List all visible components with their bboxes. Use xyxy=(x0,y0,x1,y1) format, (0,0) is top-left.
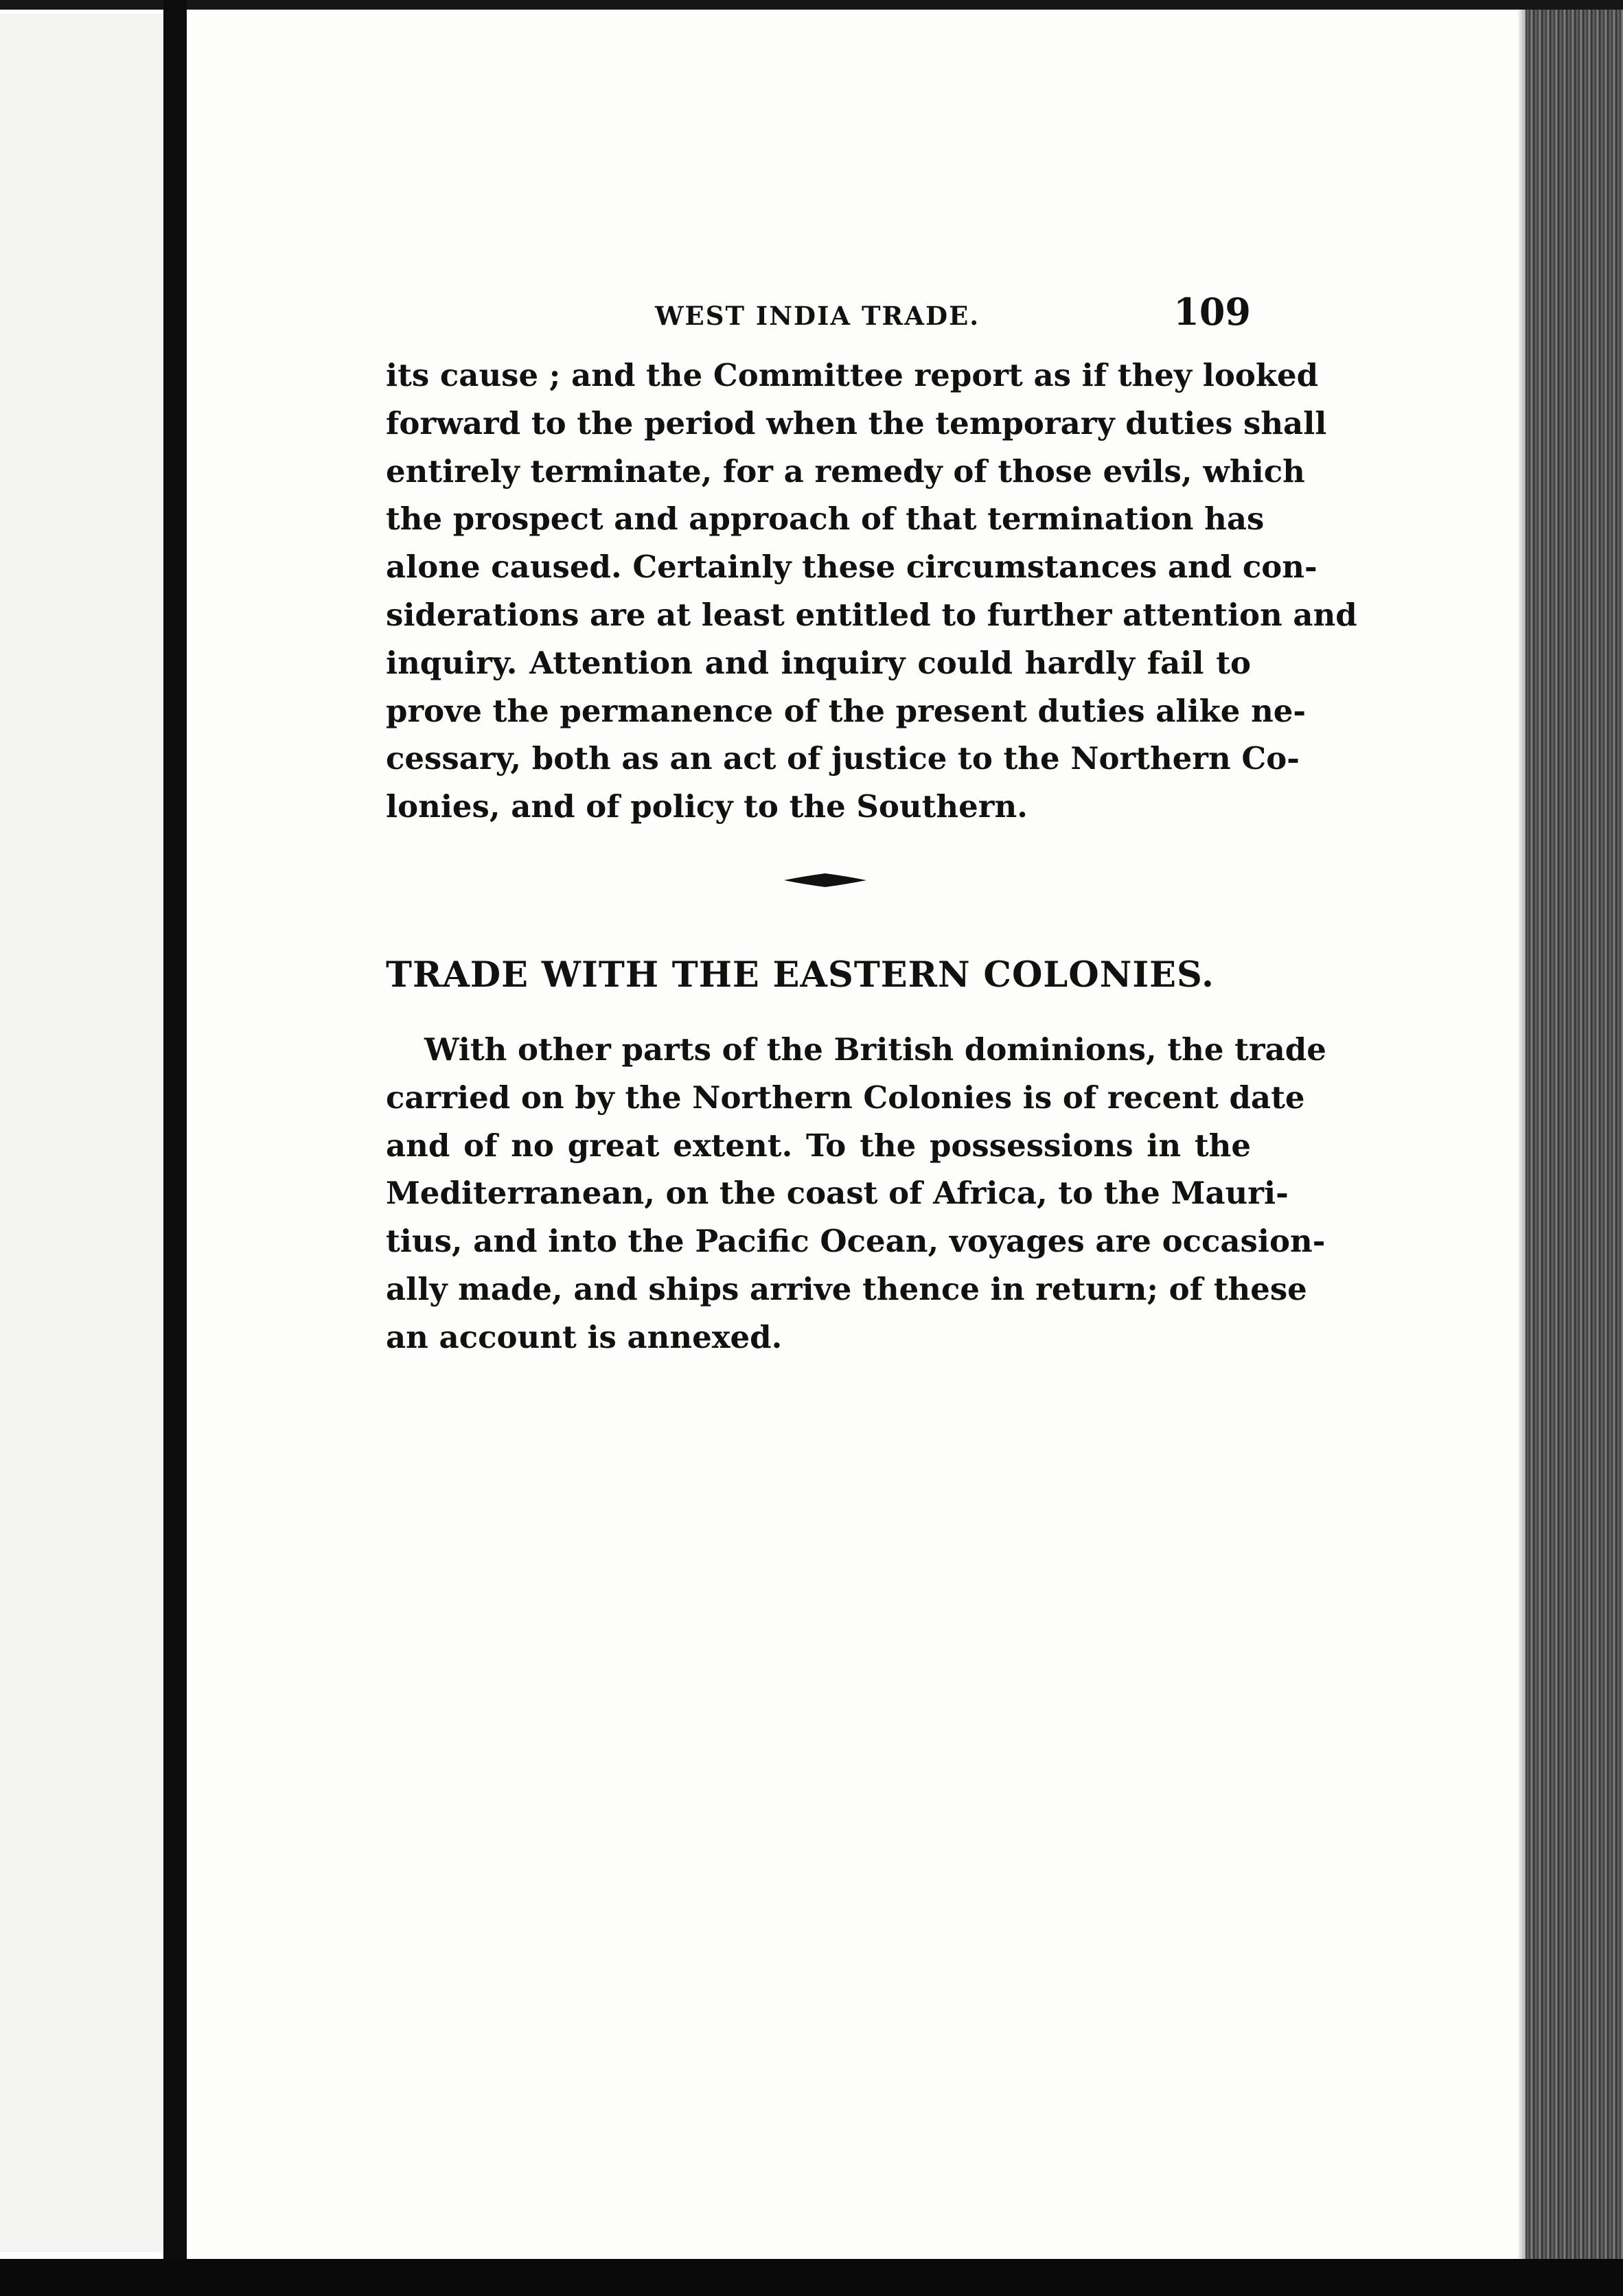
text-line: siderations are at least entitled to further attention and xyxy=(386,596,1357,633)
text-line: carried on by the Northern Colonies is of recent date xyxy=(386,1079,1305,1116)
scan-bottom-border xyxy=(0,2259,1623,2296)
book-fore-edge xyxy=(1526,10,1623,2259)
text-line: an account is annexed. xyxy=(386,1318,783,1355)
text-line: forward to the period when the temporary duties shall xyxy=(386,404,1327,441)
running-head-title: WEST INDIA TRADE. xyxy=(655,301,980,331)
scan-top-border xyxy=(0,0,1623,10)
text-line: With other parts of the British dominions, the trade xyxy=(424,1031,1326,1068)
text-line: and of no great extent. To the possessions in the xyxy=(386,1127,1251,1164)
text-line: lonies, and of policy to the Southern. xyxy=(386,788,1028,825)
section-heading: TRADE WITH THE EASTERN COLONIES. xyxy=(386,954,1215,996)
text-line: cessary, both as an act of justice to the Northern Co- xyxy=(386,740,1300,777)
text-line: its cause ; and the Committee report as if they looked xyxy=(386,357,1319,393)
text-line: ally made, and ships arrive thence in return; of these xyxy=(386,1270,1307,1307)
text-line: inquiry. Attention and inquiry could hardly fail to xyxy=(386,644,1251,681)
divider-ornament-icon xyxy=(784,872,866,888)
running-head xyxy=(386,288,1251,352)
book-gutter xyxy=(163,0,187,2296)
text-line: Mediterranean, on the coast of Africa, to the Mauri- xyxy=(386,1175,1289,1212)
paragraph-1 xyxy=(386,352,1357,831)
text-line: entirely terminate, for a remedy of those evils, which xyxy=(386,452,1305,490)
text-line: prove the permanence of the present duties alike ne- xyxy=(386,692,1307,729)
text-line: the prospect and approach of that termination has xyxy=(386,501,1265,538)
facing-page-sliver xyxy=(0,14,163,2252)
page-text-block xyxy=(386,288,1357,1362)
page-number: 109 xyxy=(1173,290,1251,334)
section-divider-ornament xyxy=(386,831,1251,934)
text-line: tius, and into the Pacific Ocean, voyages are occasion- xyxy=(386,1223,1326,1260)
paragraph-2 xyxy=(386,1026,1326,1362)
text-line: alone caused. Certainly these circumstances and con- xyxy=(386,549,1317,586)
